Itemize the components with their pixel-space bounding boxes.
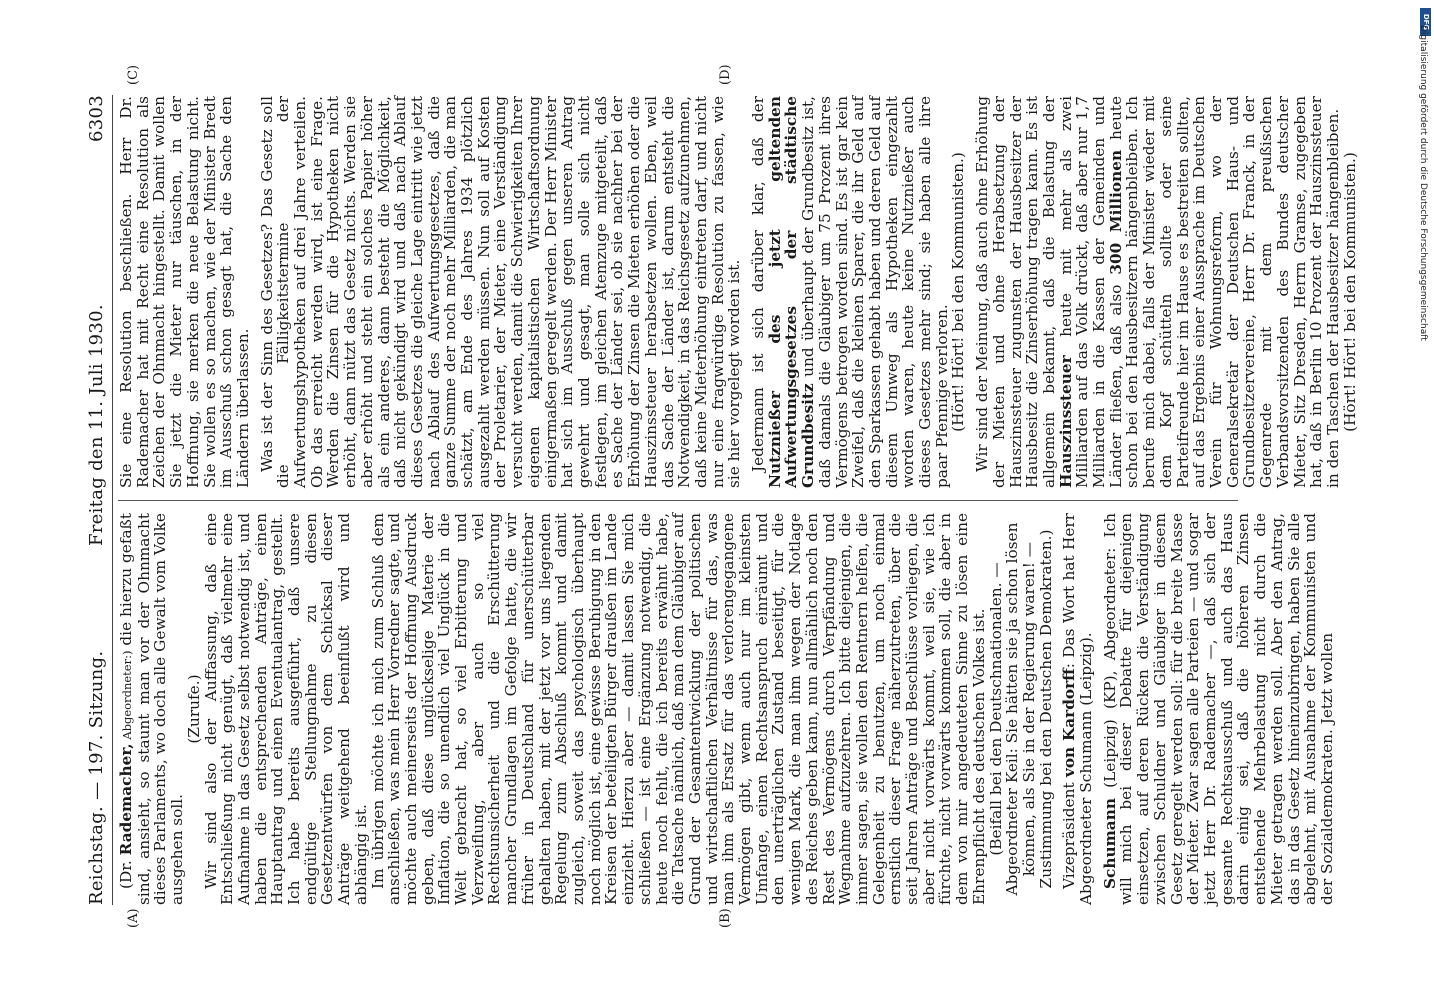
text-run: (Leipzig) (KP), Abgeordneter: Ich will mich bei dieser Debatte für diejenigen einsetzen, auf deren Rücken die Verständigung zwischen Schuldner und Gläubiger in diesem Gesetz geregelt werden soll: für die breite Masse der Mieter. Zwar sagen alle Parteien — und sogar jetzt Herr Dr. Rademacher —, daß sich der gesamte Rechtsausschuß und auch das Haus darin einig sei, daß die höheren Zinsen entstehende Mehrbelastung nicht durch die Mieter getragen werden soll. Aber den Antrag, das in das Gesetz hineinzubringen, haben Sie alle abgelehnt, mit Ausnahme der Kommunisten und der Sozialdemokraten. Jetzt wollen xyxy=(1100,513,1336,905)
column-divider xyxy=(118,500,1238,501)
text-run: Wir sind der Meinung, daß auch ohne Erhöhung der Mieten und ohne Herabsetzung der Hauszinssteuer zugunsten der Hausbesitzer der Hausbesitz die Zinserhöhung tragen kann. Es ist allgemein bekannt, daß die Belastung der xyxy=(973,96,1058,488)
text-run: : Das Wort hat Herr Abgeordneter Schumann (Leipzig). xyxy=(1060,513,1096,905)
text-run: heute schon bei den Hausbesitzern hängenbleiben. Ich berufe mich dabei, falls der Minister wieder mit dem Kopf schütteln sollte oder seine Parteifreunde hier im Hause es bestreiten sollten, auf das Ergebnis einer Aussprache im Deutschen Verein für Wohnungsreform, wo der Generalsekretär der Deutschen Haus- und Grundbesitzervereine, Herr Dr. Franck, in der Gegenrede mit dem preußischen Verbandsvorsitzenden des Bundes deutscher Mieter, Sitz Dresden, Herrn Gramse, zugegeben hat, daß in Berlin 10 Prozent der Hauszinssteuer in den Taschen der Hausbesitzer hängenbleiben. xyxy=(1106,96,1342,488)
bold-text: von Kardorff xyxy=(1060,668,1079,778)
dfg-logo: DFG xyxy=(1420,8,1431,36)
margin-marker-a: (A) xyxy=(126,908,141,928)
bold-text: Rademacher, xyxy=(117,743,135,856)
paragraph xyxy=(1061,513,1094,905)
paragraph xyxy=(203,513,370,905)
text-run: heute mit mehr als zwei Milliarden auf das Volk drückt, daß aber nur 1,7 Milliarden in die Kassen der Gemeinden und Länder fließen, daß also xyxy=(1056,96,1125,488)
running-header: Reichstag. — 197. Sitzung. xyxy=(86,650,107,905)
paragraph xyxy=(974,96,1341,488)
digitization-credit xyxy=(1416,25,1428,885)
paragraph xyxy=(950,96,967,488)
text-column-right xyxy=(117,96,1359,488)
margin-marker-b: (B) xyxy=(718,908,733,928)
paragraph xyxy=(186,513,203,905)
bold-text: Schumann xyxy=(1100,798,1119,889)
paragraph xyxy=(259,96,743,488)
bold-text: 300 Millionen xyxy=(1106,149,1125,275)
text-run: Wir sind also der Auffassung, daß eine Entschließung nicht genügt, daß vielmehr eine Aufnahme in das Gesetz selbst notwendig ist, und haben die entsprechenden Anträge, einen Hauptantrag und einen Eventualantrag, gestellt. Ich habe bereits ausgeführt, daß unsere endgültige Stellungnahme zu diesen Gesetzentwürfen von dem Schicksal dieser Anträge weitgehend beeinflußt wird und abhängig ist. xyxy=(201,513,370,905)
paragraph xyxy=(750,96,950,488)
paragraph xyxy=(1102,513,1336,905)
text-column-left xyxy=(117,513,1336,905)
text-run: (Hört! Hört! bei den Kommunisten.) xyxy=(949,152,968,432)
text-run: Vizepräsident xyxy=(1060,777,1079,889)
header-rule xyxy=(112,95,113,905)
header-date: Freitag den 11. Juli 1930. xyxy=(86,304,107,547)
paragraph xyxy=(1342,96,1359,488)
paragraph xyxy=(118,513,186,905)
bold-text: Hauszinssteuer xyxy=(1056,355,1075,488)
text-run: Jedermann ist sich darüber klar, daß der xyxy=(749,96,768,472)
text-run: Was ist der Sinn des Gesetzes? Das Gesetz soll die Fälligkeitstermine der Aufwertungshypotheken auf drei Jahre verteilen. Ob das erreicht werden wird, ist eine Frage. Werden die Zinsen für die Hypotheken nicht erhöht, dann nützt das Gesetz nichts. Werden sie aber erhöht und steht ein solches Papier höher als ein anderes, dann besteht die Möglichkeit, daß nicht gekündigt wird und daß nach Ablauf dieses Gesetzes die gleiche Lage eintritt wie jetzt nach Ablauf des Aufwertungsgesetzes, daß die ganze Summe der noch mehr Milliarden, die man schätzt, am Ende des Jahres 1934 plötzlich ausgezahlt werden müssen. Nun soll auf Kosten der Proletarier, der Mieter, eine Verständigung versucht werden, damit die Schwierigkeiten Ihrer eigenen kapitalistischen Wirtschaftsordnung einigermaßen geregelt werden. Der Herr Minister hat sich im Ausschuß gegen unseren Antrag gewehrt und gesagt, man solle sich nicht festlegen, im gleichen Atemzuge mitgeteilt, daß es Sache der Länder sei, ob sie nachher bei der Erhöhung der Zinsen die Mieten erhöhen oder die Hauszinssteuer herabsetzen wollen. Eben, weil das Sache der Länder ist, darum entsteht die Notwendigkeit, in das Reichsgesetz aufzunehmen, daß keine Mieterhöhung eintreten darf, und nicht nur eine fragwürdige Resolution zu fassen, wie sie hier vorgelegt worden ist. xyxy=(257,96,744,488)
bold-text: Nutznießer des jetzt geltenden Aufwertungsgesetzes der städtische Grundbesitz xyxy=(765,96,818,488)
paragraph xyxy=(988,513,1055,905)
text-run: (Hört! Hört! bei den Kommunisten.) xyxy=(1340,152,1359,432)
text-run: Abgeordneter:) xyxy=(120,650,134,744)
running-header-date xyxy=(86,95,110,546)
text-run: Im übrigen möchte ich mich zum Schluß dem anschließen, was mein Herr Vorredner sagte, und möchte auch meinerseits der Hoffnung Ausdruck geben, daß diese unglückselige Materie der Inflation, die so unendlich viel Unglück in die Welt gebracht hat, so viel Erbitterung und Verzweiflung, aber auch so viel Rechtsunsicherheit und die Erschütterung mancher Grundlagen im Gefolge hatte, die wir früher in Deutschland für unerschütterbar gehalten haben, mit der jetzt vor uns liegenden Regelung zum Abschluß kommt und damit zugleich, soweit das psychologisch überhaupt noch möglich ist, eine gewisse Beruhigung in den Kreisen der beteiligten Bürger draußen im Lande einzieht. Hierzu aber — damit lassen Sie mich schließen — ist eine Ergänzung notwendig, die heute noch fehlt, die ich bereits erwähnt habe, die Tatsache nämlich, daß man dem Gläubiger auf Grund der Gesamtentwicklung der politischen und wirtschaftlichen Verhältnisse für das, was man ihm als Ersatz für das verlorengegangene Vermögen gibt, wenn auch nur im kleinsten Umfange, einen Rechtsanspruch einräumt und den unerträglichen Zustand beseitigt, für die wenigen Mark, die man ihm wegen der Notlage des Reiches geben kann, nun allmählich noch den Rest des Vermögens durch Verpfändung und Wegnahme aufzuzehren. Ich bitte diejenigen, die immer sagen, sie wollen den Rentnern helfen, die Gelegenheit zu benutzen, um noch einmal ernstlich dieser Frage näherzutreten, über die seit Jahren Anträge und Beschlüsse vorliegen, die aber nicht vorwärts kommt, weil sie, wie ich fürchte, nicht vorwärts kommen soll, die aber in dem von mir angedeuteten Sinne zu lösen eine Ehrenpflicht des deutschen Volkes ist. xyxy=(368,513,988,905)
text-run: (Dr. xyxy=(117,855,135,889)
text-run: (Beifall bei den Deutschnationalen. — Abgeordneter Keil: Sie hätten sie ja schon lösen können, als Sie in der Regierung waren! — Zustimmung bei den Deutschen Demokraten.) xyxy=(986,522,1055,896)
page-number: 6303 xyxy=(86,95,107,143)
credit-text: Digitalisierung gefördert durch die Deutsche Forschungsgemeinschaft xyxy=(1418,25,1428,341)
paragraph xyxy=(118,96,252,488)
text-run: (Zurufe.) xyxy=(184,674,203,744)
text-run: die hierzu gefaßt sind, ansieht, so staunt man vor der Ohnmacht dieses Parlaments, wo doch alle Gewalt vom Volke ausgehen soll. xyxy=(117,513,187,905)
text-run: und überhaupt der Grundbesitz ist, daß damals die Gläubiger um 75 Prozent ihres Vermögens betrogen worden sind. Es ist gar kein Zweifel, daß die kleinen Sparer, die ihr Geld auf den Sparkassen gehabt haben und deren Geld auf diesem Umweg als Hypotheken eingezahlt worden waren, heute keine Nutznießer auch dieses Gesetzes mehr sind; sie haben alle ihre paar Pfennige verloren. xyxy=(799,96,951,488)
margin-marker-d: (D) xyxy=(718,64,733,85)
margin-marker-c: (C) xyxy=(126,64,141,85)
paragraph xyxy=(370,513,988,905)
text-run: Sie eine Resolution beschließen. Herr Dr. Rademacher hat mit Recht eine Resolution als Zeichen der Ohnmacht hingestellt. Damit wollen Sie jetzt die Mieter nur täuschen, in der Hoffnung, sie merken die neue Belastung nicht. Sie wollen es so machen, wie der Minister Bredt im Ausschuß schon gesagt hat, die Sache den Ländern überlassen. xyxy=(117,96,252,488)
